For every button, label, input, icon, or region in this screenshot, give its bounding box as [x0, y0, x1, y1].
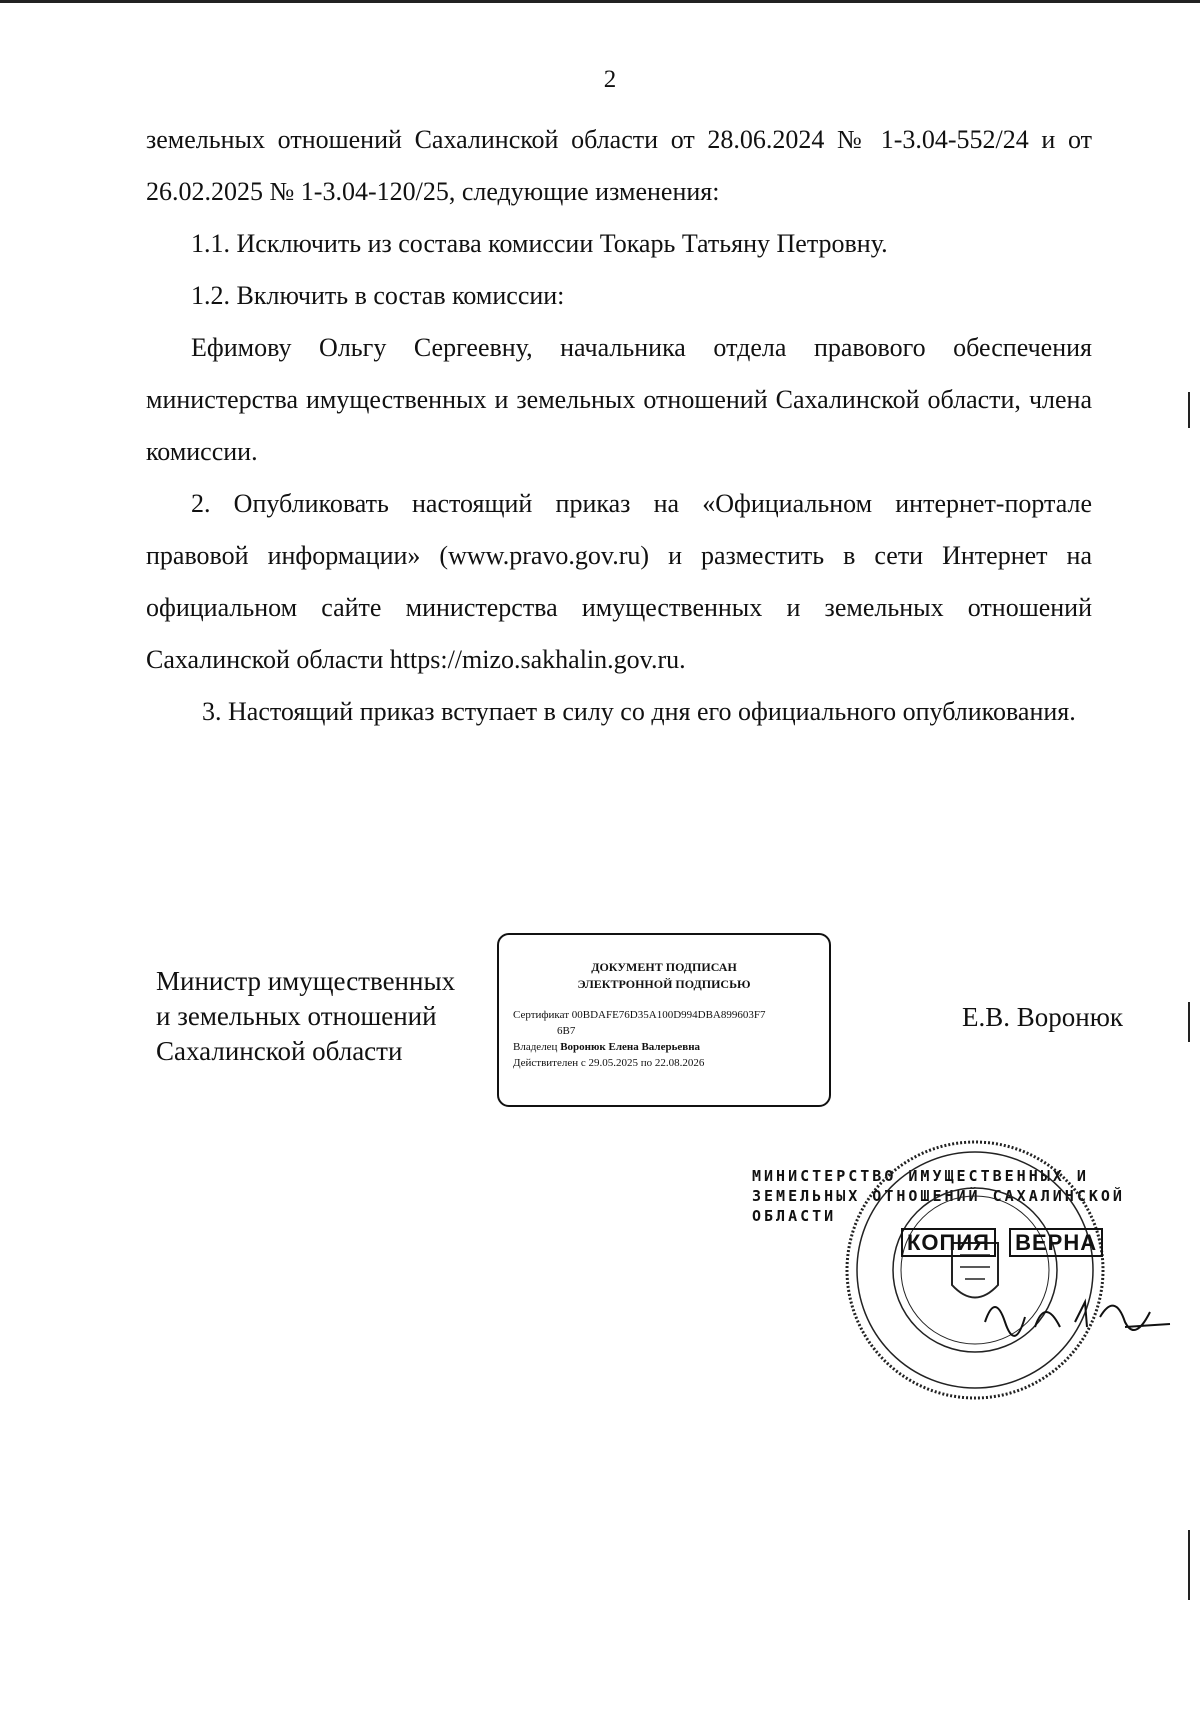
esign-cert-value-cont: 6B7: [557, 1025, 576, 1037]
copy-word: КОПИЯ: [901, 1228, 996, 1257]
esign-owner-value: Воронюк Елена Валерьевна: [560, 1041, 701, 1053]
copy-certified-mark: [895, 1230, 1103, 1256]
esign-validity: Действителен с 29.05.2025 по 22.08.2026: [513, 1057, 705, 1069]
esign-owner-label: Владелец: [513, 1041, 558, 1053]
esign-cert-row: [513, 1007, 829, 1039]
signer-title-line-2: и земельных отношений: [156, 1001, 437, 1031]
esign-heading-line-2: ЭЛЕКТРОННОЙ ПОДПИСЬЮ: [577, 977, 751, 991]
paragraph-member: Ефимову Ольгу Сергеевну, начальника отдела правового обеспечения министерства имущественных и земельных отношений Сахалинской области, члена комиссии.: [146, 333, 1092, 466]
esign-details: [513, 1007, 829, 1071]
paragraph-1: земельных отношений Сахалинской области от 28.06.2024 № 1-3.04-552/24 и от 26.02.2025 № 1-3.04-120/25, следующие изменения:: [146, 125, 1092, 206]
paragraph-1-2: 1.2. Включить в состав комиссии:: [191, 281, 565, 310]
scan-margin-mark: [1188, 1002, 1190, 1042]
signer-title-line-1: Министр имущественных: [156, 966, 456, 996]
esign-heading-line-1: ДОКУМЕНТ ПОДПИСАН: [591, 960, 737, 974]
stamp-org-line-1: МИНИСТЕРСТВО ИМУЩЕСТВЕННЫХ И: [752, 1167, 1089, 1185]
signer-title: [156, 964, 455, 1069]
paragraph-2: 2. Опубликовать настоящий приказ на «Официальном интернет-портале правовой информации» (www.pravo.gov.ru) и разместить в сети Интернет на официальном сайте министерства имущественных и земельных отношений Сахалинской области https://mizo.sakhalin.gov.ru.: [146, 489, 1092, 674]
signer-title-line-3: Сахалинской области: [156, 1036, 403, 1066]
paragraph-3: 3. Настоящий приказ вступает в силу со дня его официального опубликования.: [202, 697, 1076, 726]
top-border: [0, 0, 1200, 3]
handwritten-date-mark: [975, 1282, 1175, 1352]
stamp-org-line-2: ЗЕМЕЛЬНЫХ ОТНОШЕНИЙ САХАЛИНСКОЙ: [752, 1187, 1125, 1205]
esign-heading: [499, 959, 829, 993]
esign-owner-row: [513, 1039, 829, 1055]
electronic-signature-box: [497, 933, 831, 1107]
esign-cert-value: 00BDAFE76D35A100D994DBA899603F7: [571, 1009, 766, 1021]
paragraph-1-1: 1.1. Исключить из состава комиссии Токарь Татьяну Петровну.: [191, 229, 888, 258]
scan-margin-mark: [1188, 1530, 1190, 1600]
official-seal-icon: [840, 1135, 1110, 1405]
stamp-org-line-3: ОБЛАСТИ: [752, 1207, 837, 1225]
scan-margin-mark: [1188, 392, 1190, 428]
certified-word: ВЕРНА: [1009, 1228, 1103, 1257]
signer-name: Е.В. Воронюк: [962, 1002, 1123, 1032]
page-number: 2: [603, 66, 617, 93]
document-body: [146, 114, 1092, 738]
esign-cert-label: Сертификат: [513, 1009, 569, 1021]
